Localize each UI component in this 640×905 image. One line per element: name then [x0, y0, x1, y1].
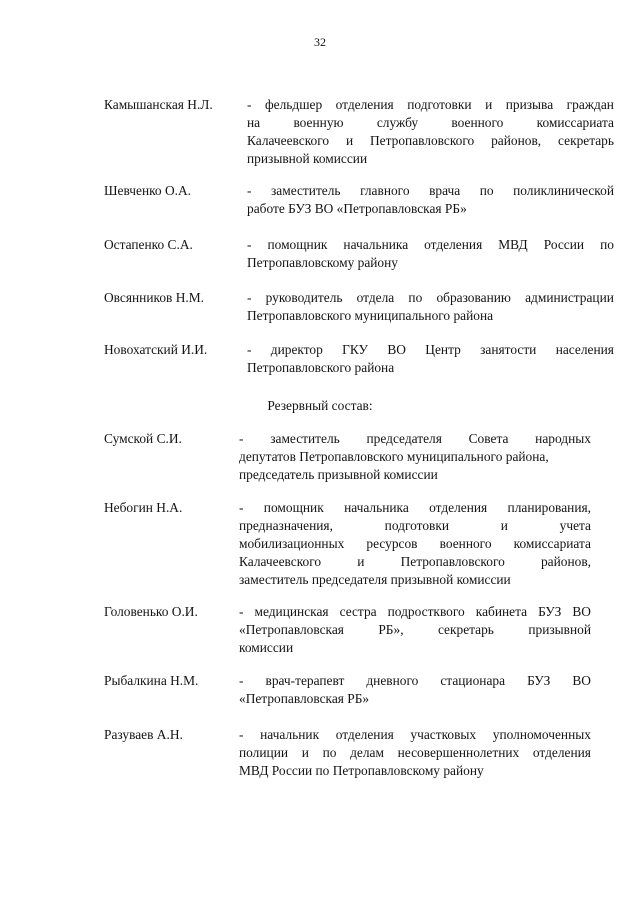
- role-line: Петропавловского муниципального района: [247, 308, 494, 323]
- role-line: комиссии: [239, 640, 294, 655]
- role-line: - медицинская сестра подростквого кабинета БУЗ ВО: [239, 604, 591, 619]
- role-line: Петропавловскому району: [247, 255, 398, 270]
- member-role: [239, 430, 591, 484]
- role-line: на военную службу военного комиссариата: [247, 115, 614, 130]
- member-role: [247, 96, 614, 168]
- member-role: [247, 236, 614, 272]
- role-line: - заместитель председателя Совета народных: [239, 431, 591, 446]
- role-line: заместитель председателя призывной комиссии: [239, 572, 511, 587]
- member-name: Разуваев А.Н.: [104, 727, 183, 742]
- member-role: [247, 341, 614, 377]
- role-line: Калачеевского и Петропавловского районов,: [239, 554, 591, 569]
- role-line: председатель призывной комиссии: [239, 467, 438, 482]
- role-line: - фельдшер отделения подготовки и призыва граждан: [247, 97, 614, 112]
- role-line: - помощник начальника отделения планирования,: [239, 500, 591, 515]
- member-name: Овсянников Н.М.: [104, 290, 204, 305]
- member-name: Шевченко О.А.: [104, 183, 192, 198]
- member-name: Сумской С.И.: [104, 431, 182, 446]
- role-line: депутатов Петропавловского муниципального района,: [239, 449, 549, 464]
- role-line: - заместитель главного врача по поликлинической: [247, 183, 614, 198]
- role-line: - врач-терапевт дневного стационара БУЗ ВО: [239, 673, 591, 688]
- role-line: МВД России по Петропавловскому району: [239, 763, 484, 778]
- member-name: Головенько О.И.: [104, 604, 198, 619]
- role-line: «Петропавловская РБ»: [239, 691, 370, 706]
- member-role: [247, 182, 614, 218]
- member-role: [239, 603, 591, 657]
- role-line: - начальник отделения участковых уполномоченных: [239, 727, 591, 742]
- reserve-title: Резервный состав:: [267, 398, 373, 413]
- role-line: мобилизационных ресурсов военного комиссариата: [239, 536, 591, 551]
- page-number: 32: [314, 35, 326, 49]
- member-role: [239, 726, 591, 780]
- role-line: Петропавловского района: [247, 360, 395, 375]
- member-role: [247, 289, 614, 325]
- role-line: полиции и по делам несовершеннолетних отделения: [239, 745, 591, 760]
- role-line: предназначения, подготовки и учета: [239, 518, 591, 533]
- role-line: - директор ГКУ ВО Центр занятости населения: [247, 342, 614, 357]
- role-line: работе БУЗ ВО «Петропавловская РБ»: [247, 201, 467, 216]
- member-name: Остапенко С.А.: [104, 237, 193, 252]
- member-name: Новохатский И.И.: [104, 342, 208, 357]
- member-name: Небогин Н.А.: [104, 500, 183, 515]
- role-line: Калачеевского и Петропавловского районов, секретарь: [247, 133, 614, 148]
- role-line: призывной комиссии: [247, 151, 368, 166]
- role-line: «Петропавловская РБ», секретарь призывной: [239, 622, 591, 637]
- member-name: Рыбалкина Н.М.: [104, 673, 199, 688]
- role-line: - помощник начальника отделения МВД России по: [247, 237, 614, 252]
- member-role: [239, 499, 591, 589]
- member-role: [239, 672, 591, 708]
- member-name: Камышанская Н.Л.: [104, 97, 213, 112]
- role-line: - руководитель отдела по образованию администрации: [247, 290, 614, 305]
